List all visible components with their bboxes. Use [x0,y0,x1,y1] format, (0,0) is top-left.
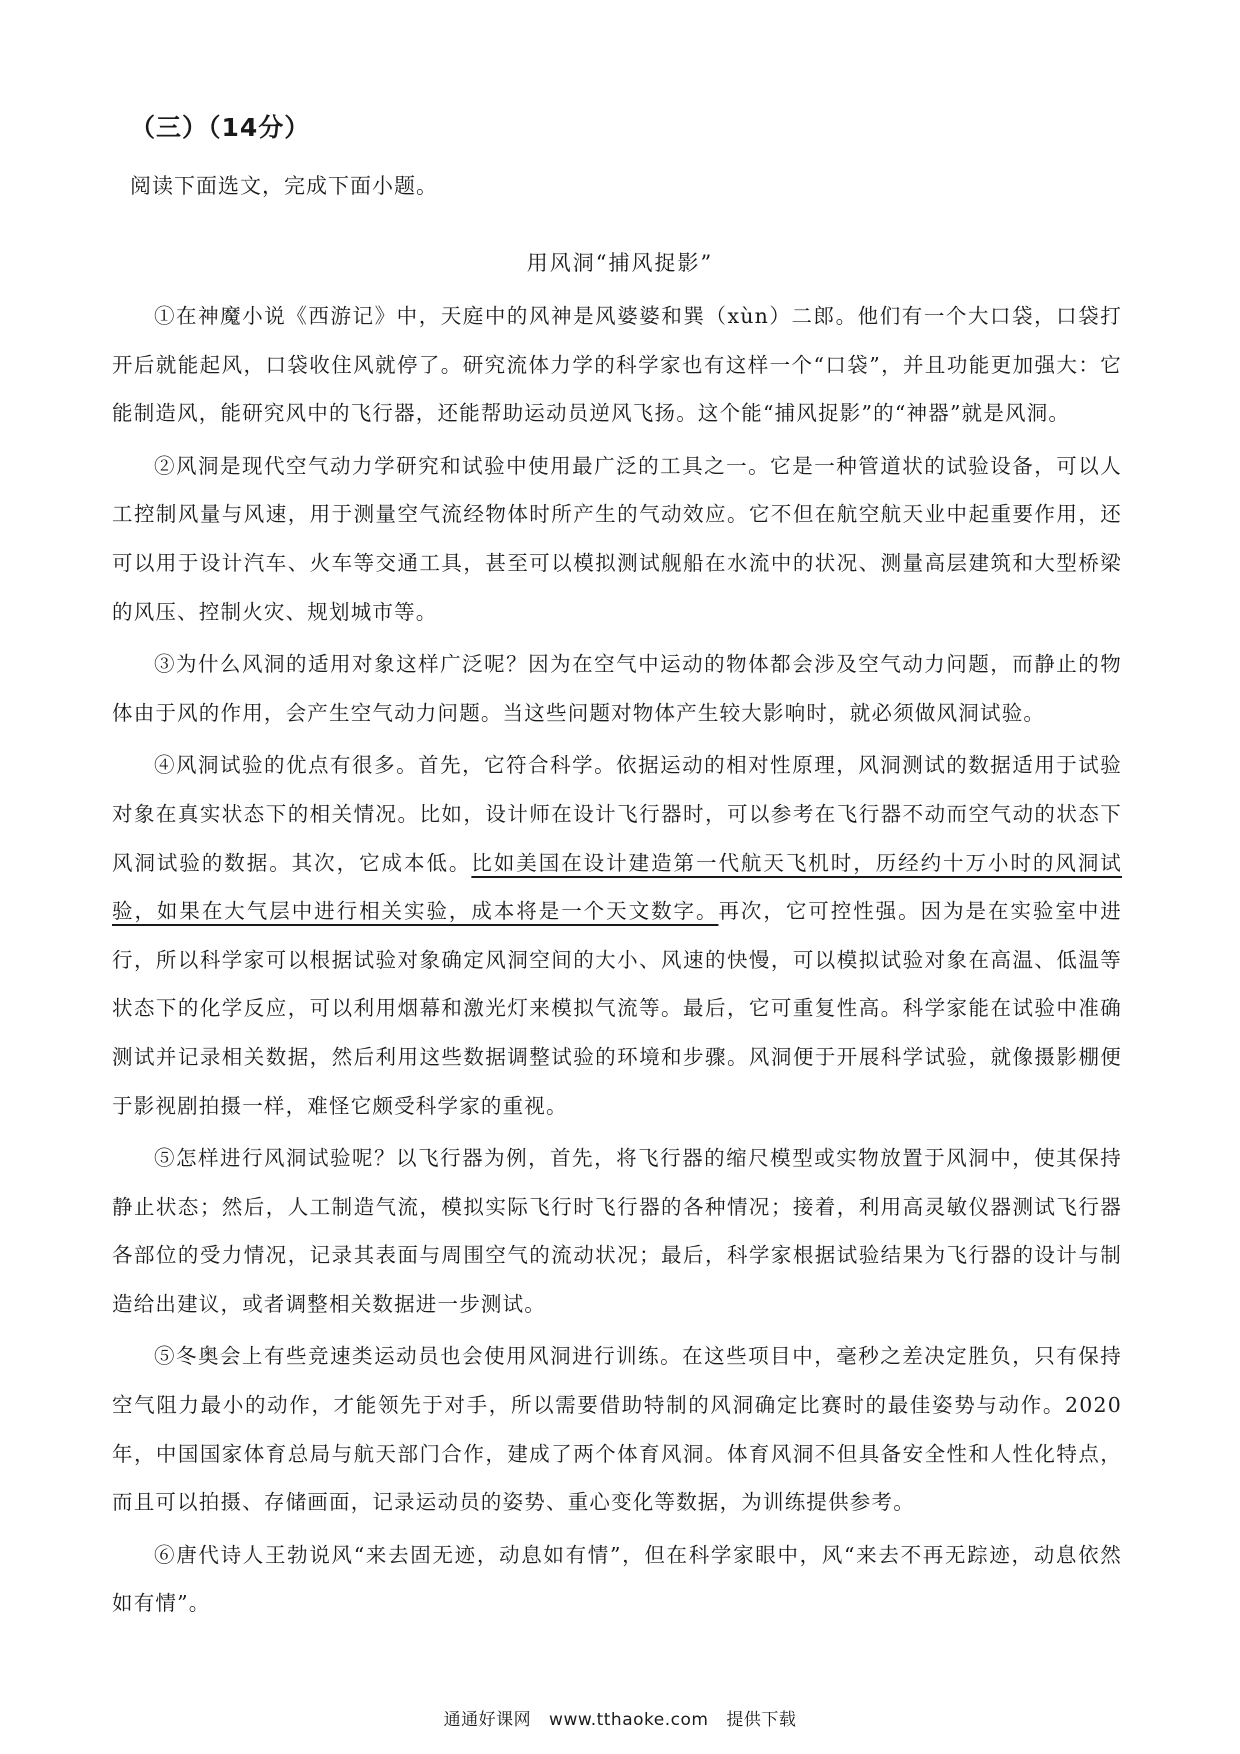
article-title: 用风洞“捕风捉影” [526,251,714,275]
paragraph-7: ⑥唐代诗人王勃说风“来去固无迹，动息如有情”，但在科学家眼中，风“来去不再无踪迹，动息依然如有情”。 [112,1542,1122,1616]
paragraph-4-end: 再次，它可控性强。因为是在实验室中进行，所以科学家可以根据试验对象确定风洞空间的大小、风速的快慢，可以模拟试验对象在高温、低温等状态下的化学反应，可以利用烟幕和激光灯来模拟气流等。最后，它可重复性高。科学家能在试验中准确测试并记录相关数据，然后利用这些数据调整试验的环境和步骤。风洞便于开展科学试验，就像摄影棚便于影视剧拍摄一样，难怪它颇受科学家的重视。 [112,899,1122,1118]
footer-site-name: 通通好课网 [443,1710,532,1730]
page-footer [0,1705,1240,1730]
paragraph-1: ①在神魔小说《西游记》中，天庭中的风神是风婆婆和巽（xùn）二郎。他们有一个大口袋，口袋打开后就能起风，口袋收住风就停了。研究流体力学的科学家也有这样一个“口袋”，并且功能更加强大：它能制造风，能研究风中的飞行器，还能帮助运动员逆风飞扬。这个能“捕风捉影”的“神器”就是风洞。 [112,304,1122,426]
paragraph-5: ⑤怎样进行风洞试验呢？以飞行器为例，首先，将飞行器的缩尺模型或实物放置于风洞中，使其保持静止状态；然后，人工制造气流，模拟实际飞行时飞行器的各种情况；接着，利用高灵敏仪器测试飞行器各部位的受力情况，记录其表面与周围空气的流动状况；最后，科学家根据试验结果为飞行器的设计与制造给出建议，或者调整相关数据进一步测试。 [112,1146,1122,1316]
footer-url[interactable]: www.tthaoke.com [549,1710,709,1730]
footer-suffix: 提供下载 [726,1710,797,1730]
paragraph-4-start: ④风洞试验的优点有很多。首先，它符合科学。依据运动的相对性原理，风洞测试的数据适用于试验对象在真实状态下的相关情况。比如，设计师在设计飞行器时，可以参考在飞行器不动而空气动的状态下风洞试验的数据。其次，它成本低。 [112,753,1122,875]
paragraph-2: ②风洞是现代空气动力学研究和试验中使用最广泛的工具之一。它是一种管道状的试验设备，可以人工控制风量与风速，用于测量空气流经物体时所产生的气动效应。它不但在航空航天业中起重要作用，还可以用于设计汽车、火车等交通工具，甚至可以模拟测试舰船在水流中的状况、测量高层建筑和大型桥梁的风压、控制火灾、规划城市等。 [112,453,1122,624]
paragraph-3: ③为什么风洞的适用对象这样广泛呢？因为在空气中运动的物体都会涉及空气动力问题，而静止的物体由于风的作用，会产生空气动力问题。当这些问题对物体产生较大影响时，就必须做风洞试验。 [112,652,1122,725]
paragraph-4 [112,741,1122,1130]
underlined-sentence: 比如美国在设计建造第一代航天飞机时，历经约十万小时的风洞试验，如果在大气层中进行相关实验，成本将是一个天文数字。 [112,850,1122,924]
section-heading: （三）（14分） [130,113,311,142]
article-body [112,292,1122,1632]
reading-instruction: 阅读下面选文，完成下面小题。 [130,174,438,198]
paragraph-6: ⑤冬奥会上有些竞速类运动员也会使用风洞进行训练。在这些项目中，毫秒之差决定胜负，只有保持空气阻力最小的动作，才能领先于对手，所以需要借助特制的风洞确定比赛时的最佳姿势与动作。2020年，中国国家体育总局与航天部门合作，建成了两个体育风洞。体育风洞不但具备安全性和人性化特点，而且可以拍摄、存储画面，记录运动员的姿势、重心变化等数据，为训练提供参考。 [112,1344,1122,1515]
